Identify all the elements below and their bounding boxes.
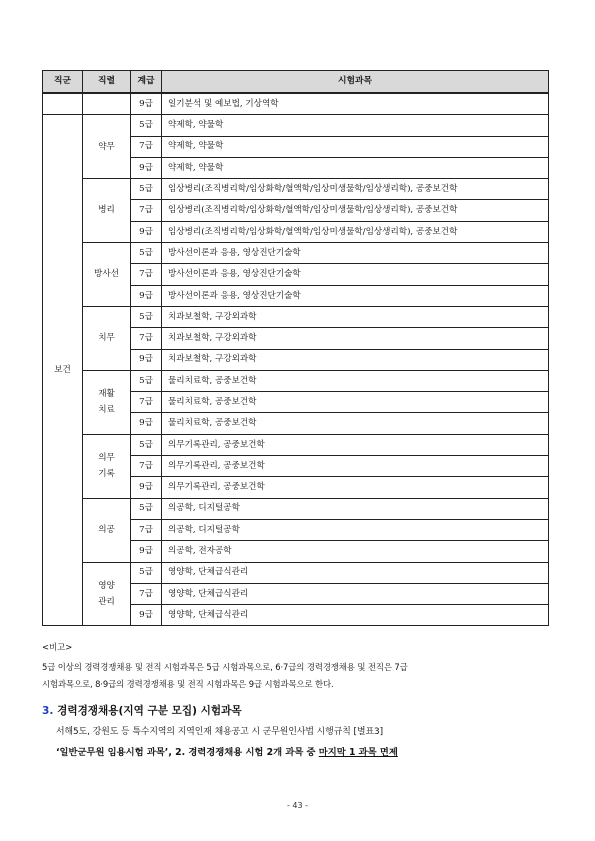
grade-cell: 9급 xyxy=(131,221,162,242)
section-line-2-underlined: 마지막 1 과목 면제 xyxy=(318,747,398,758)
header-job-series: 직렬 xyxy=(83,71,131,94)
grade-cell: 5급 xyxy=(131,434,162,455)
subjects-cell: 임상병리(조직병리학/임상화학/혈액학/임상미생물학/임상생리학), 공중보건학 xyxy=(162,221,549,242)
subjects-cell: 방사선이론과 응용, 영상진단기술학 xyxy=(162,285,549,306)
job-series-label: 방사선 xyxy=(94,269,119,280)
header-category: 직군 xyxy=(43,71,83,94)
subjects-cell: 의공학, 전자공학 xyxy=(162,541,549,562)
table-row xyxy=(43,179,549,200)
empty-cell xyxy=(43,93,83,115)
section-3 xyxy=(42,703,562,758)
grade-cell: 5급 xyxy=(131,306,162,327)
remarks-title: <비고> xyxy=(42,642,73,652)
grade-cell: 5급 xyxy=(131,370,162,391)
grade-cell: 9급 xyxy=(131,413,162,434)
subjects-cell: 물리치료학, 공중보건학 xyxy=(162,370,549,391)
table-row xyxy=(43,498,549,519)
section-line-2-text: ‘일반군무원 임용시험 과목’, 2. 경력경쟁채용 시험 2개 과목 중 xyxy=(56,747,319,758)
section-heading xyxy=(42,703,562,718)
job-series-label: 병리 xyxy=(98,205,115,216)
job-series-cell xyxy=(83,115,131,179)
subjects-cell: 일기분석 및 예보법, 기상역학 xyxy=(162,93,549,115)
category-cell: 보건 xyxy=(43,115,83,626)
table-row xyxy=(43,115,549,136)
job-series-cell xyxy=(83,434,131,498)
remarks-block xyxy=(42,641,554,693)
grade-cell: 7급 xyxy=(131,136,162,157)
section-title: 경력경쟁채용(지역 구분 모집) 시험과목 xyxy=(57,705,242,717)
grade-cell: 5급 xyxy=(131,562,162,583)
exam-subject-table xyxy=(42,70,549,626)
grade-cell: 7급 xyxy=(131,456,162,477)
remarks-text xyxy=(42,659,554,693)
grade-cell: 5급 xyxy=(131,179,162,200)
remarks-line-1: 5급 이상의 경력경쟁채용 및 전직 시험과목은 5급 시험과목으로, 6·7급의 경력경쟁채용 및 전직은 7급 xyxy=(42,662,408,672)
grade-cell: 9급 xyxy=(131,285,162,306)
job-series-label: 약무 xyxy=(98,141,115,152)
subjects-cell: 의무기록관리, 공중보건학 xyxy=(162,477,549,498)
grade-cell: 9급 xyxy=(131,93,162,115)
grade-cell: 9급 xyxy=(131,605,162,626)
job-series-label: 재활 치료 xyxy=(98,388,115,416)
subjects-cell: 약제학, 약물학 xyxy=(162,136,549,157)
job-series-cell xyxy=(83,243,131,307)
grade-cell: 9급 xyxy=(131,157,162,178)
job-series-label: 치무 xyxy=(98,333,115,344)
job-series-cell xyxy=(83,562,131,626)
job-series-cell xyxy=(83,179,131,243)
grade-cell: 7급 xyxy=(131,392,162,413)
grade-cell: 9급 xyxy=(131,349,162,370)
table-row-top xyxy=(43,93,549,115)
table-row xyxy=(43,562,549,583)
header-exam-subjects: 시험과목 xyxy=(162,71,549,94)
subjects-cell: 약제학, 약물학 xyxy=(162,115,549,136)
section-number: 3. xyxy=(42,705,54,717)
subjects-cell: 임상병리(조직병리학/임상화학/혈액학/임상미생물학/임상생리학), 공중보건학 xyxy=(162,200,549,221)
grade-cell: 7급 xyxy=(131,519,162,540)
header-grade: 계급 xyxy=(131,71,162,94)
grade-cell: 7급 xyxy=(131,200,162,221)
job-series-label: 의공 xyxy=(98,524,115,535)
table-body xyxy=(43,93,549,626)
grade-cell: 7급 xyxy=(131,583,162,604)
subjects-cell: 의공학, 디지털공학 xyxy=(162,519,549,540)
subjects-cell: 방사선이론과 응용, 영상진단기술학 xyxy=(162,264,549,285)
grade-cell: 5급 xyxy=(131,498,162,519)
table-row xyxy=(43,243,549,264)
job-series-label: 영양 관리 xyxy=(98,580,115,607)
subjects-cell: 영양학, 단체급식관리 xyxy=(162,605,549,626)
subjects-cell: 임상병리(조직병리학/임상화학/혈액학/임상미생물학/임상생리학), 공중보건학 xyxy=(162,179,549,200)
subjects-cell: 물리치료학, 공중보건학 xyxy=(162,392,549,413)
grade-cell: 7급 xyxy=(131,264,162,285)
job-series-label: 의무 기록 xyxy=(98,452,115,480)
subjects-cell: 의무기록관리, 공중보건학 xyxy=(162,456,549,477)
grade-cell: 5급 xyxy=(131,115,162,136)
grade-cell: 5급 xyxy=(131,243,162,264)
page-number: - 43 - xyxy=(286,801,309,810)
subjects-cell: 치과보철학, 구강외과학 xyxy=(162,306,549,327)
grade-cell: 9급 xyxy=(131,477,162,498)
table-row xyxy=(43,306,549,327)
remarks-line-2: 시험과목으로, 8·9급의 경력경쟁채용 및 전직 시험과목은 9급 시험과목으로 한다. xyxy=(42,679,334,690)
section-line-1: 서해5도, 강원도 등 특수지역의 지역인재 채용공고 시 군무원인사법 시행규칙 [별표3] xyxy=(56,727,383,737)
table-row xyxy=(43,434,549,455)
table-header-row xyxy=(43,71,549,94)
subjects-cell: 치과보철학, 구강외과학 xyxy=(162,349,549,370)
grade-cell: 7급 xyxy=(131,328,162,349)
grade-cell: 9급 xyxy=(131,541,162,562)
subjects-cell: 의무기록관리, 공중보건학 xyxy=(162,434,549,455)
job-series-cell xyxy=(83,306,131,370)
subjects-cell: 영양학, 단체급식관리 xyxy=(162,562,549,583)
subjects-cell: 물리치료학, 공중보건학 xyxy=(162,413,549,434)
section-line-2 xyxy=(42,744,562,758)
subjects-cell: 영양학, 단체급식관리 xyxy=(162,583,549,604)
subjects-cell: 약제학, 약물학 xyxy=(162,157,549,178)
subjects-cell: 방사선이론과 응용, 영상진단기술학 xyxy=(162,243,549,264)
job-series-cell xyxy=(83,370,131,434)
subjects-cell: 치과보철학, 구강외과학 xyxy=(162,328,549,349)
job-series-cell xyxy=(83,498,131,562)
subjects-cell: 의공학, 디지털공학 xyxy=(162,498,549,519)
table-row xyxy=(43,370,549,391)
empty-cell xyxy=(83,93,131,115)
